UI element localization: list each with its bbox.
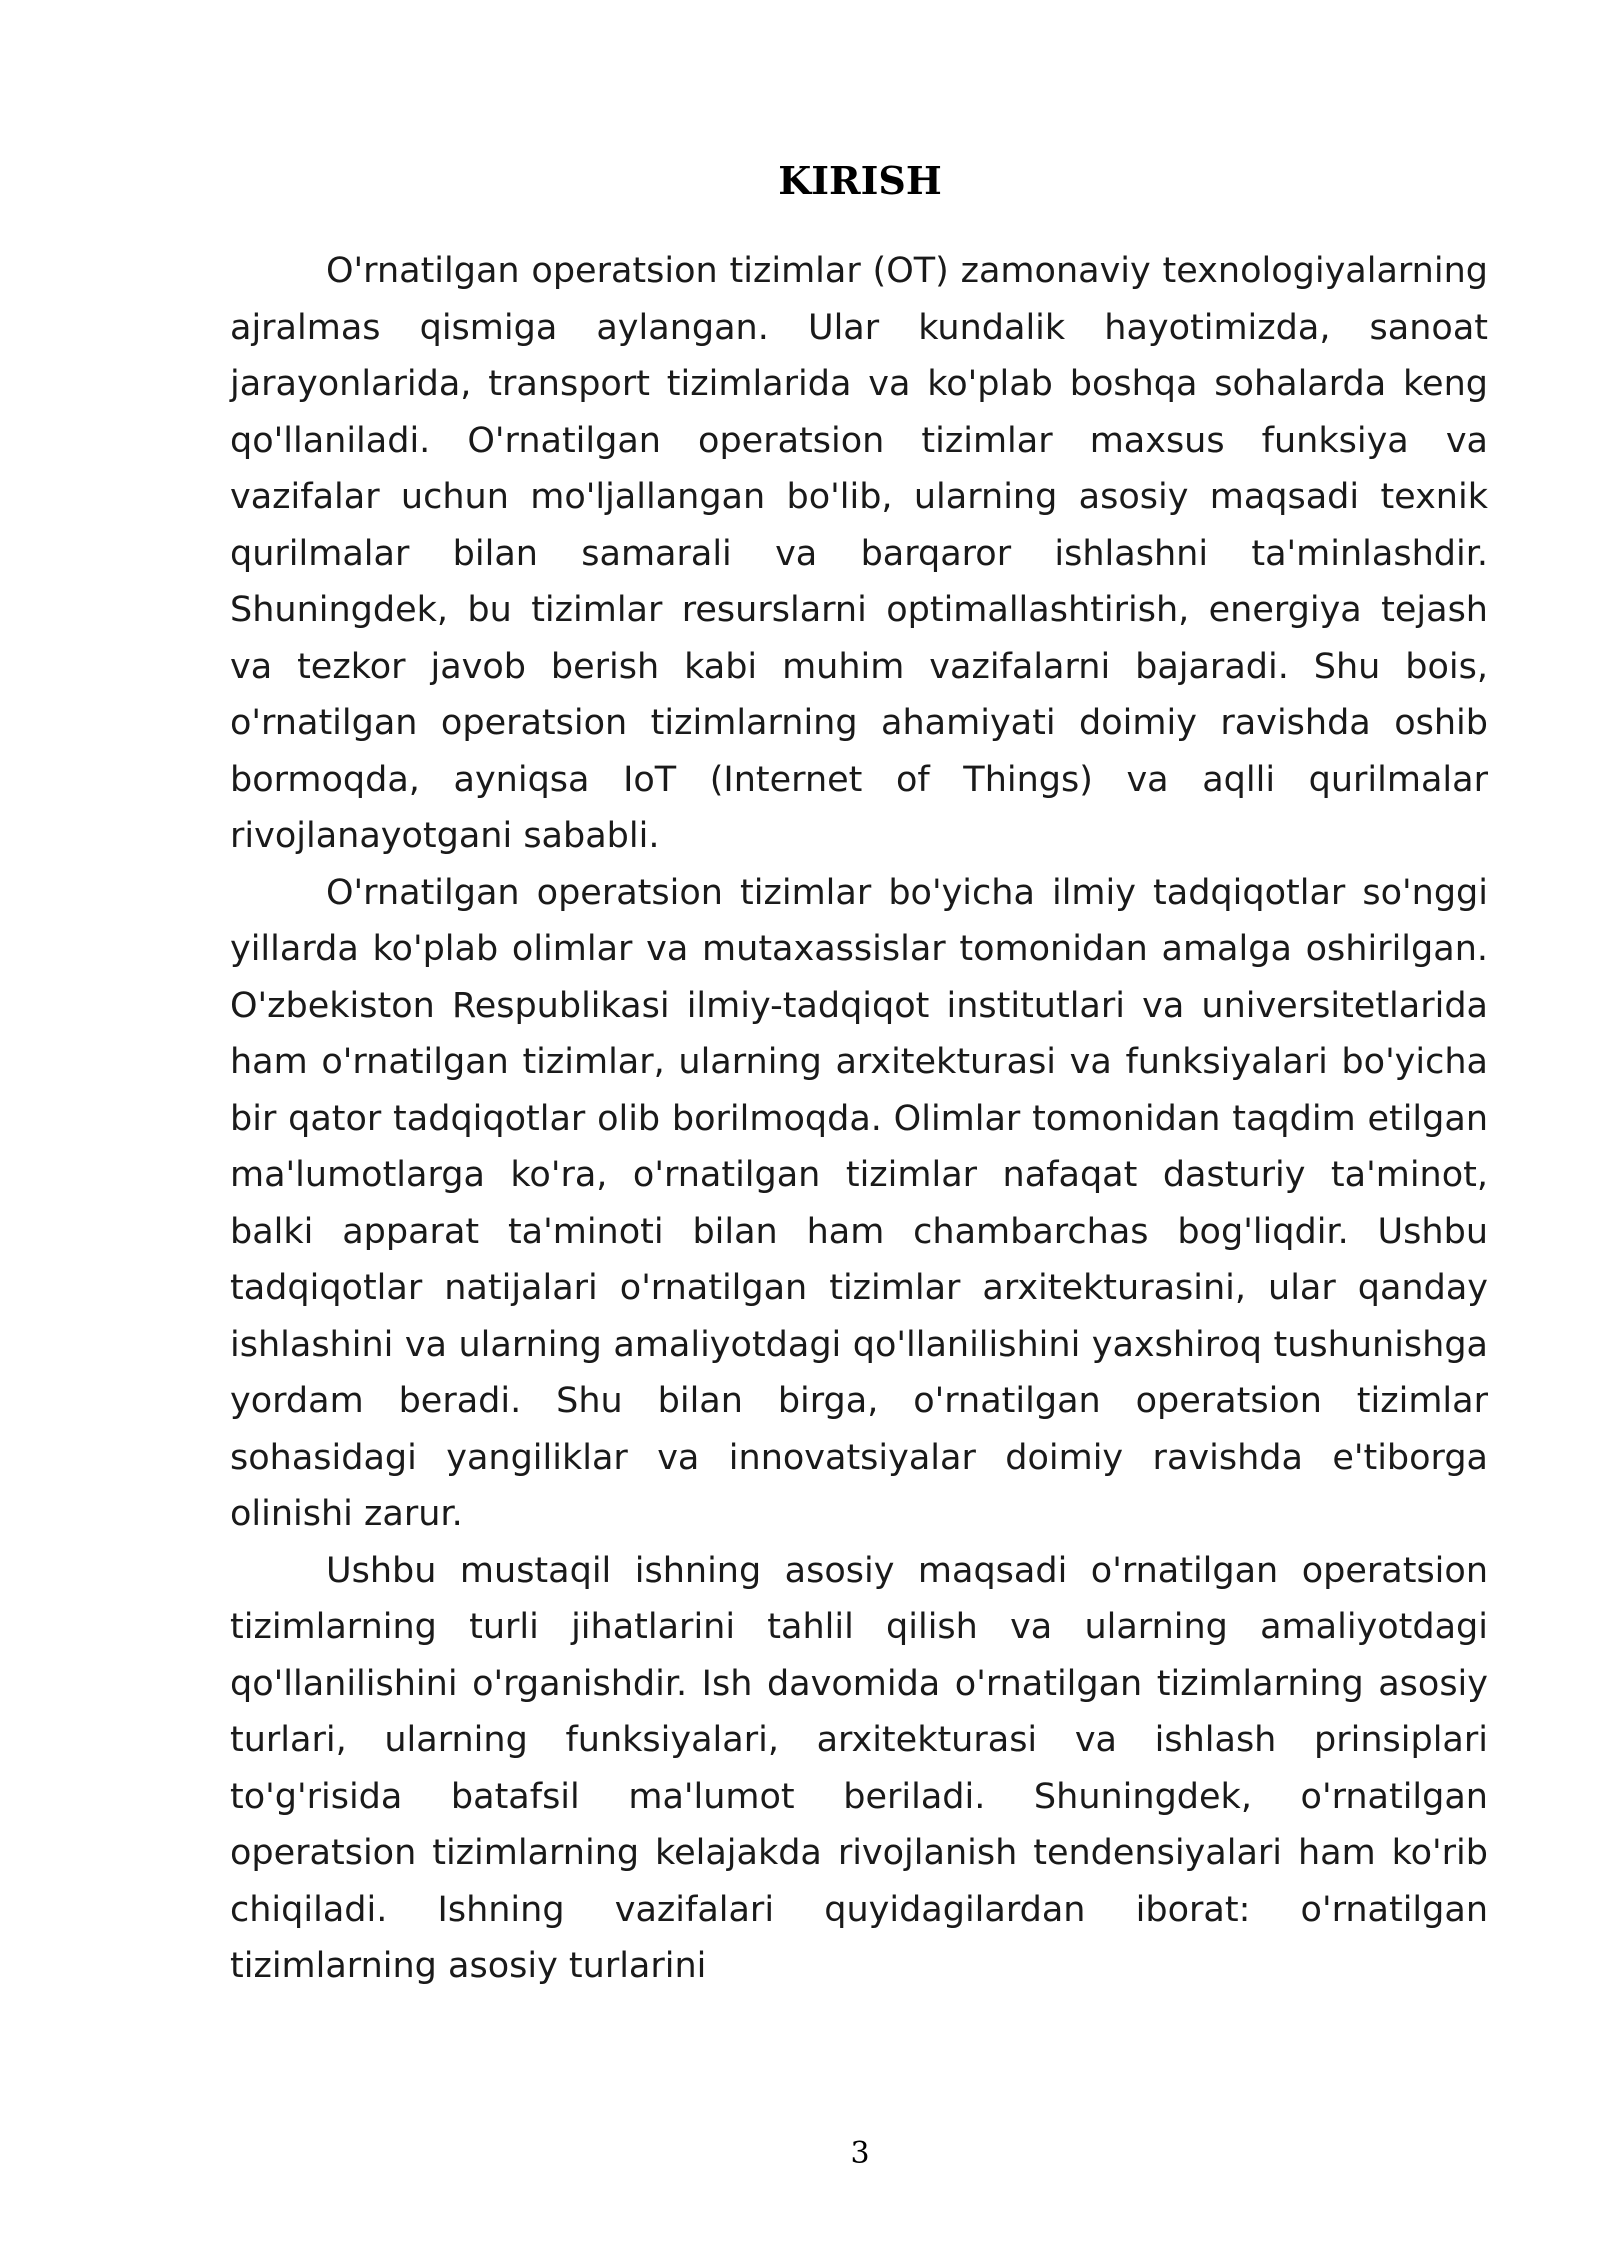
paragraph-2: O'rnatilgan operatsion tizimlar bo'yicha ilmiy tadqiqotlar so'nggi yillarda ko'plab olimlar va mutaxassislar tomonidan amalga oshirilgan. O'zbekiston Respublikasi ilmiy-tadqiqot institutlari va universitetlarida ham o'rnatilgan tizimlar, ularning arxitekturasi va funksiyalari bo'yicha bir qator tadqiqotlar olib borilmoqda. Olimlar tomonidan taqdim etilgan ma'lumotlarga ko'ra, o'rnatilgan tizimlar nafaqat dasturiy ta'minot, balki apparat ta'minoti bilan ham chambarchas bog'liqdir. Ushbu tadqiqotlar natijalari o'rnatilgan tizimlar arxitekturasini, ular qanday ishlashini va ularning amaliyotdagi qo'llanilishini yaxshiroq tushunishga yordam beradi. Shu bilan birga, o'rnatilgan operatsion tizimlar sohasidagi yangiliklar va innovatsiyalar doimiy ravishda e'tiborga olinishi zarur. — [230, 872, 1488, 1534]
paragraph-3: Ushbu mustaqil ishning asosiy maqsadi o'rnatilgan operatsion tizimlarning turli jihatlarini tahlil qilish va ularning amaliyotdagi qo'llanilishini o'rganishdir. Ish davomida o'rnatilgan tizimlarning asosiy turlari, ularning funksiyalari, arxitekturasi va ishlash prinsiplari to'g'risida batafsil ma'lumot beriladi. Shuningdek, o'rnatilgan operatsion tizimlarning kelajakda rivojlanish tendensiyalari ham ko'rib chiqiladi. Ishning vazifalari quyidagilardan iborat: o'rnatilgan tizimlarning asosiy turlarini — [230, 1550, 1488, 1986]
section-heading: KIRISH — [778, 158, 942, 203]
page-number: 3 — [850, 2136, 870, 2171]
body-text — [230, 243, 1488, 1995]
paragraph-1: O'rnatilgan operatsion tizimlar (OT) zamonaviy texnologiyalarning ajralmas qismiga aylangan. Ular kundalik hayotimizda, sanoat jarayonlarida, transport tizimlarida va ko'plab boshqa sohalarda keng qo'llaniladi. O'rnatilgan operatsion tizimlar maxsus funksiya va vazifalar uchun mo'ljallangan bo'lib, ularning asosiy maqsadi texnik qurilmalar bilan samarali va barqaror ishlashni ta'minlashdir. Shuningdek, bu tizimlar resurslarni optimallashtirish, energiya tejash va tezkor javob berish kabi muhim vazifalarni bajaradi. Shu bois, o'rnatilgan operatsion tizimlarning ahamiyati doimiy ravishda oshib bormoqda, ayniqsa IoT (Internet of Things) va aqlli qurilmalar rivojlanayotgani sababli. — [230, 251, 1488, 856]
